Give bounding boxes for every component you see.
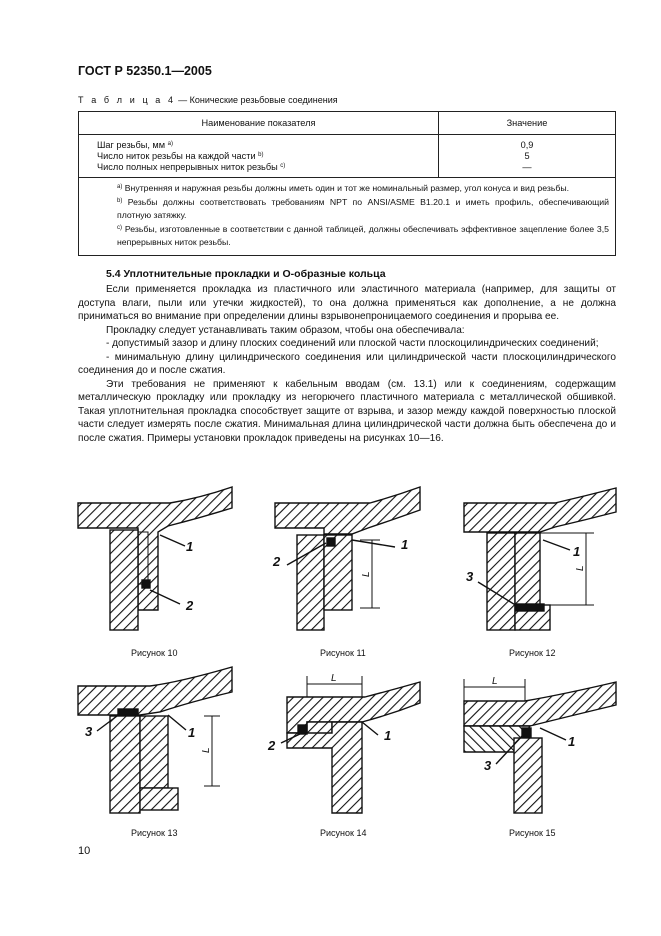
list-item: - минимальную длину цилиндрического соединения или цилиндрической части плоскоцилиндрического соединения до и после сжатия. [78,351,616,376]
table-value: 0,9 [520,140,534,150]
table-note: $^{а)}$ Внутренняя и наружная резьбы должны иметь один и тот же номинальный размер, угол конуса и вид резьбы. [117,183,569,193]
table-value: 5 [524,151,530,161]
fig11-label-1: 1 [401,537,409,552]
table-caption-label: Т а б л и ц а 4 [78,95,176,105]
fig14-label-1: 1 [384,728,392,743]
figure-11-caption: Рисунок 11 [320,648,366,658]
table-caption-text: — Конические резьбовые соединения [175,95,338,105]
table-note: $^{c)}$ Резьбы, изготовленные в соответствии с данной таблицей, должны обеспечивать эффективное зацепление более 3,5 непрерывных ниток резьбы. [117,223,609,248]
fig10-label-1: 1 [186,539,194,554]
table-row: Число ниток резьбы на каждой части $^{b)}$ [97,151,264,161]
page-number: 10 [78,845,91,857]
paragraph: Прокладку следует устанавливать таким образом, чтобы она обеспечивала: [106,324,465,336]
fig10-label-2: 2 [186,598,194,613]
figure-15 [464,679,616,813]
fig13-label-1: 1 [188,725,196,740]
fig15-label-3: 3 [484,758,492,773]
fig13-label-3: 3 [85,724,93,739]
paragraph: Если применяется прокладка из пластичного или эластичного материала (например, для защиты от доступа влаги, пыли или утечки жидкостей), то она должна применяться как дополнение, а не должна приниматься во внимание при определении длины взрывонепроницаемого соединения и прорыва ее. [78,284,616,322]
table-value: — [522,162,532,172]
section-title: 5.4 Уплотнительные прокладки и О-образные кольца [106,268,386,280]
figure-14-caption: Рисунок 14 [320,828,367,838]
table-note: $^{b)}$ Резьбы должны соответствовать требованиям NPT по ANSI/ASME B1.20.1 и иметь профиль, обеспечивающий плотную затяжку. [117,196,609,221]
figure-14 [281,676,420,813]
fig15-label-1: 1 [568,734,576,749]
fig11-dimension-L: L [361,571,372,577]
list-item: - допустимый зазор и длину плоских соединений или плоской части плоскоцилиндрических соединений; [106,338,599,349]
figure-10 [78,487,232,630]
figure-11 [275,487,420,630]
column-header-param: Наименование показателя [79,112,439,135]
figure-13 [78,667,232,813]
figure-15-caption: Рисунок 15 [509,828,556,838]
fig15-dimension-L: L [492,676,498,687]
figure-12-caption: Рисунок 12 [509,648,556,658]
table-row: Шаг резьбы, мм $^{а)}$ [97,140,173,150]
fig12-dimension-L: L [575,565,586,571]
fig12-label-1: 1 [573,544,581,559]
fig14-label-2: 2 [268,738,276,753]
paragraph: Эти требования не применяют к кабельным вводам (см. 13.1) или к соединениям, содержащим металлическую прокладку или прокладку из негорючего пластичного материала с металлической обшивкой. Такая уплотнительная прокладка способствует защите от взрыва, и зазор между каждой поверхностью плоской части следует измерять после сжатия. Минимальная длина цилиндрической части должна быть обеспечена до и после сжатия. Примеры установки прокладок приведены на рисунках 10—16. [78,378,616,444]
column-header-value: Значение [439,112,616,135]
fig14-dimension-L: L [331,673,337,684]
figure-12 [464,488,616,630]
fig11-label-2: 2 [273,554,281,569]
fig12-label-3: 3 [466,569,474,584]
figure-10-caption: Рисунок 10 [131,648,178,658]
table-row: Число полных непрерывных ниток резьбы $^{c)}$ [97,162,286,172]
document-header: ГОСТ Р 52350.1—2005 [78,64,212,78]
figure-13-caption: Рисунок 13 [131,828,178,838]
fig13-dimension-L: L [201,747,212,753]
